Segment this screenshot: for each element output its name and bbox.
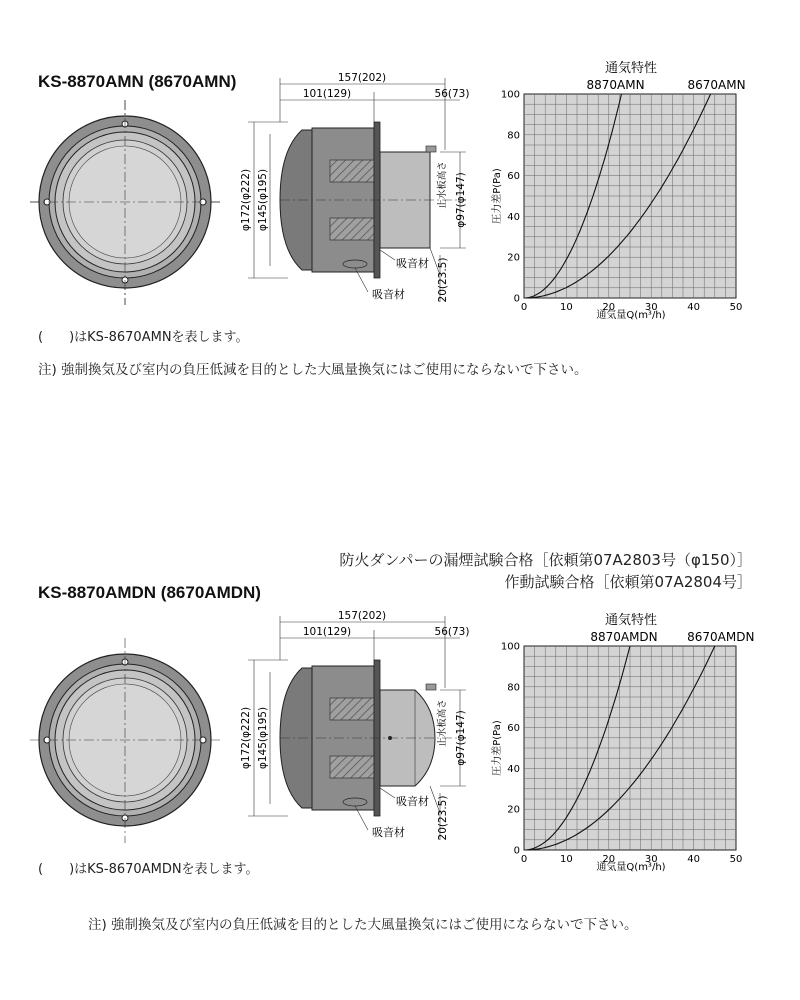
overall-length-dim: 157(202) xyxy=(337,610,387,622)
x-tick-label: 40 xyxy=(687,854,700,865)
legend-text: はKS-8670AMNを表します。 xyxy=(74,330,249,345)
series-label: 8670AMDN xyxy=(687,630,755,644)
y-tick-label: 80 xyxy=(507,130,520,142)
outer-diameter-dim: φ172(φ222) xyxy=(240,168,252,232)
y-axis-label: 圧力差P(Pa) xyxy=(492,168,503,224)
x-tick-label: 0 xyxy=(520,302,528,313)
body-diameter-dim: φ145(φ195) xyxy=(257,168,269,232)
y-tick-label: 20 xyxy=(507,804,520,816)
outer-diameter-dim: φ172(φ222) xyxy=(240,706,252,770)
body-length-dim: 101(129) xyxy=(302,626,352,638)
y-tick-label: 100 xyxy=(500,641,520,653)
water-stop-label: 止水板高さ xyxy=(437,161,448,209)
absorber-label-side: 吸音材 xyxy=(396,795,429,808)
x-tick-label: 20 xyxy=(602,302,616,313)
side-view-drawing xyxy=(240,70,470,310)
body-length-dim: 101(129) xyxy=(302,88,352,100)
chart-title: 通気特性 xyxy=(604,61,658,76)
y-tick-label: 100 xyxy=(500,89,520,101)
water-stop-height-dim: 20(23.5) xyxy=(437,257,449,303)
flange-depth-dim: 56(73) xyxy=(434,626,470,638)
x-axis-label: 通気量Q(m³/h) xyxy=(596,862,666,873)
legend-note xyxy=(38,858,259,877)
y-tick-label: 60 xyxy=(507,171,520,183)
y-tick-label: 80 xyxy=(507,682,520,694)
certification-line-1: 防火ダンパーの漏煙試験合格［依頼第07A2803号（φ150）］ xyxy=(339,551,752,569)
model-title: KS-8870AMDN (8670AMDN) xyxy=(38,583,261,602)
y-tick-label: 60 xyxy=(507,723,520,735)
airflow-chart xyxy=(488,60,758,325)
overall-length-dim: 157(202) xyxy=(337,72,387,84)
flange-depth-dim: 56(73) xyxy=(434,88,470,100)
front-view-drawing xyxy=(30,638,220,843)
x-tick-label: 30 xyxy=(644,302,658,313)
absorber-label-side: 吸音材 xyxy=(396,257,429,270)
legend-paren: ( ) xyxy=(38,330,75,345)
y-tick-label: 40 xyxy=(507,763,520,775)
caution-note: 注) 強制換気及び室内の負圧低減を目的とした大風量換気にはご使用にならないで下さい。 xyxy=(88,917,638,933)
legend-paren: ( ) xyxy=(38,862,75,877)
y-axis-label: 圧力差P(Pa) xyxy=(492,720,503,776)
absorber-label-bottom: 吸音材 xyxy=(372,288,405,301)
chart-title: 通気特性 xyxy=(604,613,658,628)
series-label: 8670AMN xyxy=(687,78,746,92)
legend-note xyxy=(38,326,249,345)
water-stop-height-dim: 20(23.5) xyxy=(437,795,449,841)
y-tick-label: 0 xyxy=(513,293,520,305)
x-tick-label: 50 xyxy=(729,302,743,313)
x-tick-label: 40 xyxy=(687,302,700,313)
side-view-drawing xyxy=(240,608,470,848)
x-tick-label: 50 xyxy=(729,854,743,865)
duct-diameter-dim: φ97(φ147) xyxy=(455,710,467,766)
legend-text: はKS-8670AMDNを表します。 xyxy=(74,862,259,877)
series-label: 8870AMDN xyxy=(590,630,658,644)
x-tick-label: 10 xyxy=(560,854,573,865)
y-tick-label: 0 xyxy=(513,845,520,857)
certification-line-2: 作動試験合格［依頼第07A2804号］ xyxy=(504,573,752,591)
body-diameter-dim: φ145(φ195) xyxy=(257,706,269,770)
caution-note: 注) 強制換気及び室内の負圧低減を目的とした大風量換気にはご使用にならないで下さい。 xyxy=(38,362,588,378)
y-tick-label: 20 xyxy=(507,252,520,264)
airflow-chart xyxy=(488,612,758,877)
front-view-drawing xyxy=(30,100,220,305)
x-tick-label: 20 xyxy=(602,854,616,865)
duct-diameter-dim: φ97(φ147) xyxy=(455,172,467,228)
x-axis-label: 通気量Q(m³/h) xyxy=(596,310,666,321)
series-label: 8870AMN xyxy=(586,78,645,92)
absorber-label-bottom: 吸音材 xyxy=(372,826,405,839)
x-tick-label: 30 xyxy=(644,854,658,865)
water-stop-label: 止水板高さ xyxy=(437,699,448,747)
x-tick-label: 10 xyxy=(560,302,573,313)
model-title: KS-8870AMN (8670AMN) xyxy=(38,72,237,91)
x-tick-label: 0 xyxy=(520,854,528,865)
y-tick-label: 40 xyxy=(507,211,520,223)
